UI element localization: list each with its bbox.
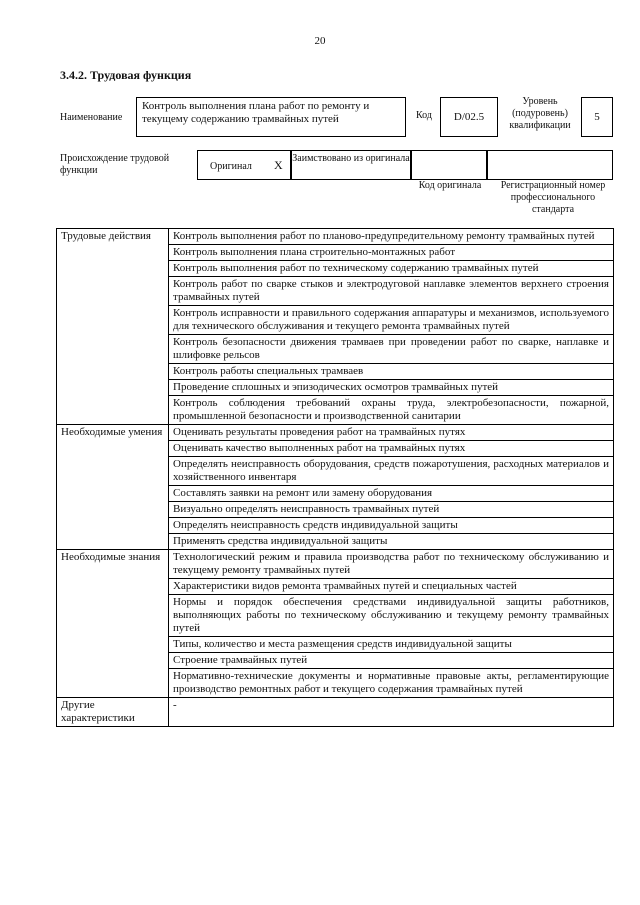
borrowed-box: Заимствовано из оригинала: [291, 150, 411, 180]
item-cell: Контроль работ по сварке стыков и электродуговой наплавке элементов верхнего строения трамвайных путей: [169, 277, 614, 306]
table-row: [57, 229, 614, 245]
category-cell: Другие характеристики: [57, 698, 169, 727]
origin-label: Происхождение трудовой функции: [60, 153, 170, 176]
item-cell: Контроль выполнения работ по планово-предупредительному ремонту трамвайных путей: [169, 229, 614, 245]
item-cell: Характеристики видов ремонта трамвайных путей и специальных частей: [169, 579, 614, 595]
name-label: Наименование: [60, 112, 123, 123]
item-cell: Контроль выполнения работ по техническому содержанию трамвайных путей: [169, 261, 614, 277]
registration-number-box: [487, 150, 613, 180]
item-cell: Контроль безопасности движения трамваев при проведении работ по сварке, наплавке и шлифовке рельсов: [169, 335, 614, 364]
level-label: Уровень (подуровень) квалификации: [509, 96, 571, 131]
table-row: [57, 550, 614, 579]
function-table: [56, 228, 614, 727]
item-cell: -: [169, 698, 614, 727]
item-cell: Контроль соблюдения требований охраны труда, электробезопасности, пожарной, промышленной безопасности и производственной санитарии: [169, 396, 614, 425]
item-cell: Строение трамвайных путей: [169, 653, 614, 669]
original-code-caption: Код оригинала: [418, 180, 482, 191]
page-number: 20: [314, 35, 326, 47]
item-cell: Нормы и порядок обеспечения средствами индивидуальной защиты работников, выполняющих работы по техническому обслуживанию и текущему ремонту трамвайных путей: [169, 595, 614, 637]
code-box: D/02.5: [440, 97, 498, 137]
item-cell: Контроль работы специальных трамваев: [169, 364, 614, 380]
item-cell: Оценивать качество выполненных работ на трамвайных путях: [169, 441, 614, 457]
table-row: [57, 698, 614, 727]
section-title: 3.4.2. Трудовая функция: [60, 68, 192, 82]
category-cell: Трудовые действия: [57, 229, 169, 425]
item-cell: Определять неисправность оборудования, средств пожаротушения, расходных материалов и хозяйственного инвентаря: [169, 457, 614, 486]
item-cell: Проведение сплошных и эпизодических осмотров трамвайных путей: [169, 380, 614, 396]
item-cell: Определять неисправность средств индивидуальной защиты: [169, 518, 614, 534]
item-cell: Оценивать результаты проведения работ на трамвайных путях: [169, 425, 614, 441]
item-cell: Типы, количество и места размещения средств индивидуальной защиты: [169, 637, 614, 653]
item-cell: Визуально определять неисправность трамвайных путей: [169, 502, 614, 518]
item-cell: Составлять заявки на ремонт или замену оборудования: [169, 486, 614, 502]
code-label: Код: [416, 110, 432, 121]
item-cell: Применять средства индивидуальной защиты: [169, 534, 614, 550]
original-label: Оригинал: [210, 161, 252, 172]
table-row: [57, 425, 614, 441]
item-cell: Технологический режим и правила производства работ по техническому обслуживанию и текущему ремонту трамвайных путей: [169, 550, 614, 579]
item-cell: Нормативно-технические документы и нормативные правовые акты, регламентирующие производство ремонтных работ и текущего содержания трамвайных путей: [169, 669, 614, 698]
registration-number-caption: Регистрационный номер профессионального стандарта: [500, 180, 606, 215]
function-name-box: Контроль выполнения плана работ по ремонту и текущему содержанию трамвайных путей: [136, 97, 406, 137]
item-cell: Контроль исправности и правильного содержания аппаратуры и механизмов, используемого для технического обслуживания и текущего ремонта трамвайных путей: [169, 306, 614, 335]
original-code-box: [411, 150, 487, 180]
original-box: [197, 150, 291, 180]
level-box: 5: [581, 97, 613, 137]
category-cell: Необходимые знания: [57, 550, 169, 698]
category-cell: Необходимые умения: [57, 425, 169, 550]
original-mark: X: [274, 158, 283, 172]
item-cell: Контроль выполнения плана строительно-монтажных работ: [169, 245, 614, 261]
